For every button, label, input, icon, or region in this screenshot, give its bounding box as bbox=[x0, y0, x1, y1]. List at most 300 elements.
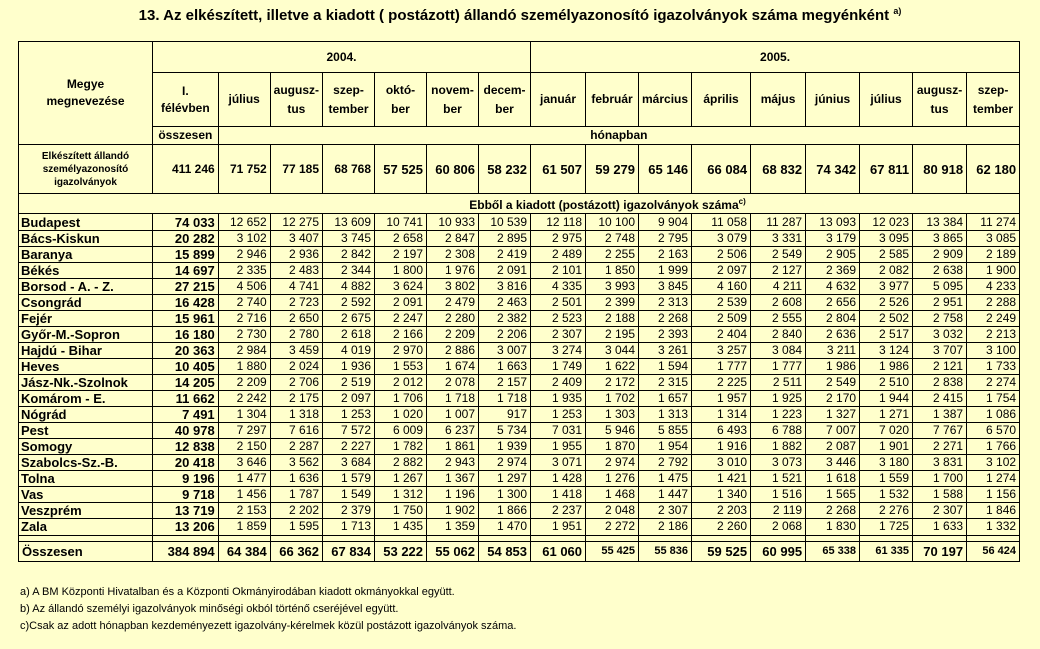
cell-value: 2 382 bbox=[479, 311, 531, 327]
cell-value: 2 189 bbox=[967, 247, 1020, 263]
cell-value: 1 622 bbox=[586, 359, 639, 375]
cell-value: 1 986 bbox=[860, 359, 913, 375]
cell-value: 2 970 bbox=[375, 343, 427, 359]
cell-value: 2 255 bbox=[586, 247, 639, 263]
cell-value: 2 097 bbox=[323, 391, 375, 407]
cell-value: 2 882 bbox=[375, 455, 427, 471]
cell-value: 1 750 bbox=[375, 503, 427, 519]
cell-value: 2 163 bbox=[639, 247, 692, 263]
cell-value: 3 816 bbox=[479, 279, 531, 295]
cell-value: 2 419 bbox=[479, 247, 531, 263]
cell-value: 1 271 bbox=[860, 407, 913, 423]
cell-value: 1 332 bbox=[967, 519, 1020, 536]
cell-value: 1 304 bbox=[218, 407, 270, 423]
cell-value: 1 327 bbox=[806, 407, 860, 423]
produced-value: 57 525 bbox=[375, 145, 427, 194]
cell-value: 1 663 bbox=[479, 359, 531, 375]
cell-value: 2 792 bbox=[639, 455, 692, 471]
cell-value: 13 384 bbox=[913, 214, 967, 231]
county-name: Budapest bbox=[19, 214, 153, 231]
cell-value: 4 233 bbox=[967, 279, 1020, 295]
cell-value: 2 068 bbox=[751, 519, 806, 536]
cell-value: 1 312 bbox=[375, 487, 427, 503]
cell-value: 1 618 bbox=[806, 471, 860, 487]
grand-total-value: 55 425 bbox=[586, 542, 639, 562]
grand-total-value: 384 894 bbox=[153, 542, 219, 562]
cell-value: 1 314 bbox=[692, 407, 751, 423]
cell-value: 3 707 bbox=[913, 343, 967, 359]
cell-value: 7 297 bbox=[218, 423, 270, 439]
cell-value: 3 446 bbox=[806, 455, 860, 471]
cell-value: 2 463 bbox=[479, 295, 531, 311]
month-header: július bbox=[860, 73, 913, 127]
cell-value: 1 588 bbox=[913, 487, 967, 503]
cell-value: 1 777 bbox=[692, 359, 751, 375]
cell-value: 2 483 bbox=[270, 263, 322, 279]
month-header: január bbox=[531, 73, 586, 127]
cell-value: 1 777 bbox=[751, 359, 806, 375]
cell-value: 13 093 bbox=[806, 214, 860, 231]
cell-value: 5 855 bbox=[639, 423, 692, 439]
cell-value: 1 754 bbox=[967, 391, 1020, 407]
cell-value: 2 489 bbox=[531, 247, 586, 263]
cell-value: 1 549 bbox=[323, 487, 375, 503]
cell-value: 2 213 bbox=[967, 327, 1020, 343]
cell-value: 2 838 bbox=[913, 375, 967, 391]
table-row bbox=[19, 455, 1020, 471]
cell-value: 2 638 bbox=[913, 263, 967, 279]
table-row bbox=[19, 263, 1020, 279]
cell-value: 3 459 bbox=[270, 343, 322, 359]
cell-value: 2 268 bbox=[806, 503, 860, 519]
cell-value: 1 475 bbox=[639, 471, 692, 487]
month-header: októ-ber bbox=[375, 73, 427, 127]
cell-value: 2 209 bbox=[427, 327, 479, 343]
cell-value: 3 977 bbox=[860, 279, 913, 295]
cell-value: 2 379 bbox=[323, 503, 375, 519]
table-row bbox=[19, 279, 1020, 295]
statistics-table bbox=[18, 41, 1020, 562]
cell-value: 2 501 bbox=[531, 295, 586, 311]
cell-value: 2 335 bbox=[218, 263, 270, 279]
cell-value: 12 023 bbox=[860, 214, 913, 231]
cell-value: 1 718 bbox=[427, 391, 479, 407]
cell-value: 12 275 bbox=[270, 214, 322, 231]
cell-value: 3 211 bbox=[806, 343, 860, 359]
cell-value: 1 880 bbox=[218, 359, 270, 375]
cell-value: 2 101 bbox=[531, 263, 586, 279]
cell-value: 3 079 bbox=[692, 231, 751, 247]
cell-value: 2 780 bbox=[270, 327, 322, 343]
month-header: augusz-tus bbox=[270, 73, 322, 127]
cell-value: 2 209 bbox=[218, 375, 270, 391]
grand-total-value: 65 338 bbox=[806, 542, 860, 562]
cell-value: 15 961 bbox=[153, 311, 219, 327]
cell-value: 2 271 bbox=[913, 439, 967, 455]
cell-value: 1 900 bbox=[967, 263, 1020, 279]
cell-value: 3 179 bbox=[806, 231, 860, 247]
cell-value: 2 024 bbox=[270, 359, 322, 375]
cell-value: 2 012 bbox=[375, 375, 427, 391]
cell-value: 1 725 bbox=[860, 519, 913, 536]
cell-value: 11 274 bbox=[967, 214, 1020, 231]
cell-value: 2 740 bbox=[218, 295, 270, 311]
county-name: Fejér bbox=[19, 311, 153, 327]
cell-value: 2 842 bbox=[323, 247, 375, 263]
cell-value: 1 477 bbox=[218, 471, 270, 487]
cell-value: 1 935 bbox=[531, 391, 586, 407]
cell-value: 2 091 bbox=[375, 295, 427, 311]
produced-value: 62 180 bbox=[967, 145, 1020, 194]
cell-value: 2 936 bbox=[270, 247, 322, 263]
cell-value: 2 274 bbox=[967, 375, 1020, 391]
cell-value: 917 bbox=[479, 407, 531, 423]
cell-value: 2 307 bbox=[913, 503, 967, 519]
cell-value: 2 087 bbox=[806, 439, 860, 455]
cell-value: 3 044 bbox=[586, 343, 639, 359]
cell-value: 7 767 bbox=[913, 423, 967, 439]
cell-value: 1 532 bbox=[860, 487, 913, 503]
cell-value: 20 282 bbox=[153, 231, 219, 247]
cell-value: 1 749 bbox=[531, 359, 586, 375]
cell-value: 2 895 bbox=[479, 231, 531, 247]
cell-value: 2 280 bbox=[427, 311, 479, 327]
cell-value: 1 674 bbox=[427, 359, 479, 375]
cell-value: 2 723 bbox=[270, 295, 322, 311]
cell-value: 1 594 bbox=[639, 359, 692, 375]
cell-value: 14 697 bbox=[153, 263, 219, 279]
cell-value: 3 745 bbox=[323, 231, 375, 247]
cell-value: 2 404 bbox=[692, 327, 751, 343]
produced-value: 59 279 bbox=[586, 145, 639, 194]
cell-value: 2 506 bbox=[692, 247, 751, 263]
cell-value: 3 010 bbox=[692, 455, 751, 471]
cell-value: 2 523 bbox=[531, 311, 586, 327]
cell-value: 3 993 bbox=[586, 279, 639, 295]
table-row bbox=[19, 327, 1020, 343]
cell-value: 2 409 bbox=[531, 375, 586, 391]
cell-value: 7 020 bbox=[860, 423, 913, 439]
county-name: Pest bbox=[19, 423, 153, 439]
cell-value: 9 196 bbox=[153, 471, 219, 487]
table-row bbox=[19, 487, 1020, 503]
cell-value: 2 549 bbox=[751, 247, 806, 263]
cell-value: 4 882 bbox=[323, 279, 375, 295]
total-header: összesen bbox=[153, 127, 219, 145]
cell-value: 10 933 bbox=[427, 214, 479, 231]
cell-value: 3 845 bbox=[639, 279, 692, 295]
month-header: szep-tember bbox=[967, 73, 1020, 127]
grand-total-value: 59 525 bbox=[692, 542, 751, 562]
cell-value: 11 058 bbox=[692, 214, 751, 231]
cell-value: 1 700 bbox=[913, 471, 967, 487]
cell-value: 1 456 bbox=[218, 487, 270, 503]
cell-value: 2 188 bbox=[586, 311, 639, 327]
cell-value: 3 102 bbox=[967, 455, 1020, 471]
cell-value: 10 539 bbox=[479, 214, 531, 231]
cell-value: 1 086 bbox=[967, 407, 1020, 423]
cell-value: 1 387 bbox=[913, 407, 967, 423]
cell-value: 2 716 bbox=[218, 311, 270, 327]
month-header: május bbox=[751, 73, 806, 127]
cell-value: 3 100 bbox=[967, 343, 1020, 359]
cell-value: 7 031 bbox=[531, 423, 586, 439]
cell-value: 2 549 bbox=[806, 375, 860, 391]
cell-value: 16 180 bbox=[153, 327, 219, 343]
county-name: Hajdú - Bihar bbox=[19, 343, 153, 359]
cell-value: 12 652 bbox=[218, 214, 270, 231]
cell-value: 3 274 bbox=[531, 343, 586, 359]
cell-value: 1 470 bbox=[479, 519, 531, 536]
produced-value: 65 146 bbox=[639, 145, 692, 194]
cell-value: 2 225 bbox=[692, 375, 751, 391]
cell-value: 2 974 bbox=[586, 455, 639, 471]
cell-value: 4 335 bbox=[531, 279, 586, 295]
cell-value: 11 662 bbox=[153, 391, 219, 407]
grand-total-label: Összesen bbox=[19, 542, 153, 562]
cell-value: 1 766 bbox=[967, 439, 1020, 455]
cell-value: 1 713 bbox=[323, 519, 375, 536]
table-row bbox=[19, 311, 1020, 327]
cell-value: 12 838 bbox=[153, 439, 219, 455]
grand-total-value: 61 060 bbox=[531, 542, 586, 562]
cell-value: 2 951 bbox=[913, 295, 967, 311]
county-name: Győr-M.-Sopron bbox=[19, 327, 153, 343]
cell-value: 1 196 bbox=[427, 487, 479, 503]
cell-value: 2 288 bbox=[967, 295, 1020, 311]
cell-value: 3 562 bbox=[270, 455, 322, 471]
table-row bbox=[19, 471, 1020, 487]
cell-value: 5 095 bbox=[913, 279, 967, 295]
cell-value: 6 788 bbox=[751, 423, 806, 439]
cell-value: 4 741 bbox=[270, 279, 322, 295]
cell-value: 2 315 bbox=[639, 375, 692, 391]
cell-value: 2 307 bbox=[531, 327, 586, 343]
cell-value: 2 511 bbox=[751, 375, 806, 391]
cell-value: 1 447 bbox=[639, 487, 692, 503]
cell-value: 5 946 bbox=[586, 423, 639, 439]
cell-value: 10 405 bbox=[153, 359, 219, 375]
cell-value: 1 367 bbox=[427, 471, 479, 487]
cell-value: 14 205 bbox=[153, 375, 219, 391]
cell-value: 3 032 bbox=[913, 327, 967, 343]
cell-value: 13 719 bbox=[153, 503, 219, 519]
cell-value: 3 624 bbox=[375, 279, 427, 295]
footnotes bbox=[20, 584, 516, 635]
cell-value: 1 313 bbox=[639, 407, 692, 423]
cell-value: 1 861 bbox=[427, 439, 479, 455]
cell-value: 2 519 bbox=[323, 375, 375, 391]
cell-value: 2 539 bbox=[692, 295, 751, 311]
county-name: Szabolcs-Sz.-B. bbox=[19, 455, 153, 471]
grand-total-value: 56 424 bbox=[967, 542, 1020, 562]
cell-value: 1 936 bbox=[323, 359, 375, 375]
cell-value: 1 521 bbox=[751, 471, 806, 487]
county-name: Somogy bbox=[19, 439, 153, 455]
cell-value: 20 363 bbox=[153, 343, 219, 359]
county-name: Jász-Nk.-Szolnok bbox=[19, 375, 153, 391]
month-header: április bbox=[692, 73, 751, 127]
cell-value: 1 733 bbox=[967, 359, 1020, 375]
table-row bbox=[19, 407, 1020, 423]
grand-total-value: 67 834 bbox=[323, 542, 375, 562]
cell-value: 1 955 bbox=[531, 439, 586, 455]
produced-value: 411 246 bbox=[153, 145, 219, 194]
cell-value: 2 172 bbox=[586, 375, 639, 391]
cell-value: 1 782 bbox=[375, 439, 427, 455]
cell-value: 2 984 bbox=[218, 343, 270, 359]
cell-value: 2 748 bbox=[586, 231, 639, 247]
month-header: július bbox=[218, 73, 270, 127]
cell-value: 12 118 bbox=[531, 214, 586, 231]
cell-value: 1 657 bbox=[639, 391, 692, 407]
cell-value: 2 479 bbox=[427, 295, 479, 311]
cell-value: 2 307 bbox=[639, 503, 692, 519]
cell-value: 2 758 bbox=[913, 311, 967, 327]
grand-total-value: 54 853 bbox=[479, 542, 531, 562]
cell-value: 2 650 bbox=[270, 311, 322, 327]
cell-value: 2 636 bbox=[806, 327, 860, 343]
county-name: Veszprém bbox=[19, 503, 153, 519]
cell-value: 27 215 bbox=[153, 279, 219, 295]
county-name: Komárom - E. bbox=[19, 391, 153, 407]
cell-value: 3 684 bbox=[323, 455, 375, 471]
cell-value: 2 585 bbox=[860, 247, 913, 263]
footnote-a: a) A BM Központi Hivatalban és a Központi Okmányirodában kiadott okmányokkal együtt. bbox=[20, 586, 455, 598]
cell-value: 2 658 bbox=[375, 231, 427, 247]
cell-value: 2 656 bbox=[806, 295, 860, 311]
cell-value: 6 570 bbox=[967, 423, 1020, 439]
cell-value: 10 100 bbox=[586, 214, 639, 231]
cell-value: 1 846 bbox=[967, 503, 1020, 519]
cell-value: 1 565 bbox=[806, 487, 860, 503]
cell-value: 3 102 bbox=[218, 231, 270, 247]
cell-value: 2 730 bbox=[218, 327, 270, 343]
produced-label: Elkészített állandó személyazonosító igazolványok bbox=[19, 145, 153, 194]
cell-value: 2 203 bbox=[692, 503, 751, 519]
cell-value: 1 951 bbox=[531, 519, 586, 536]
cell-value: 2 840 bbox=[751, 327, 806, 343]
cell-value: 2 344 bbox=[323, 263, 375, 279]
cell-value: 2 166 bbox=[375, 327, 427, 343]
produced-value: 66 084 bbox=[692, 145, 751, 194]
cell-value: 2 909 bbox=[913, 247, 967, 263]
cell-value: 1 916 bbox=[692, 439, 751, 455]
cell-value: 13 206 bbox=[153, 519, 219, 536]
first-half-header: I. félévben bbox=[153, 73, 219, 127]
table-row bbox=[19, 359, 1020, 375]
cell-value: 5 734 bbox=[479, 423, 531, 439]
cell-value: 2 943 bbox=[427, 455, 479, 471]
cell-value: 9 718 bbox=[153, 487, 219, 503]
table-row bbox=[19, 439, 1020, 455]
cell-value: 1 418 bbox=[531, 487, 586, 503]
cell-value: 74 033 bbox=[153, 214, 219, 231]
cell-value: 7 572 bbox=[323, 423, 375, 439]
county-header: Megye megnevezése bbox=[19, 42, 153, 145]
cell-value: 2 119 bbox=[751, 503, 806, 519]
county-name: Heves bbox=[19, 359, 153, 375]
produced-value: 68 768 bbox=[323, 145, 375, 194]
footnote-b: b) Az állandó személyi igazolványok minőségi okból történő cseréjével együtt. bbox=[20, 603, 399, 615]
cell-value: 1 274 bbox=[967, 471, 1020, 487]
cell-value: 1 595 bbox=[270, 519, 322, 536]
cell-value: 1 939 bbox=[479, 439, 531, 455]
year-2004-header: 2004. bbox=[153, 42, 531, 73]
cell-value: 1 297 bbox=[479, 471, 531, 487]
cell-value: 2 127 bbox=[751, 263, 806, 279]
month-header: novem-ber bbox=[427, 73, 479, 127]
cell-value: 2 078 bbox=[427, 375, 479, 391]
table-row bbox=[19, 247, 1020, 263]
month-header: március bbox=[639, 73, 692, 127]
cell-value: 2 048 bbox=[586, 503, 639, 519]
cell-value: 3 407 bbox=[270, 231, 322, 247]
cell-value: 2 175 bbox=[270, 391, 322, 407]
cell-value: 2 276 bbox=[860, 503, 913, 519]
cell-value: 2 242 bbox=[218, 391, 270, 407]
cell-value: 20 418 bbox=[153, 455, 219, 471]
county-name: Bács-Kiskun bbox=[19, 231, 153, 247]
cell-value: 1 435 bbox=[375, 519, 427, 536]
cell-value: 3 257 bbox=[692, 343, 751, 359]
table-title: 13. Az elkészített, illetve a kiadott ( postázott) állandó személyazonosító igazolványok száma megyénként $^{a)}$ bbox=[138, 6, 902, 24]
cell-value: 3 095 bbox=[860, 231, 913, 247]
cell-value: 2 795 bbox=[639, 231, 692, 247]
cell-value: 1 944 bbox=[860, 391, 913, 407]
table-row bbox=[19, 343, 1020, 359]
cell-value: 3 180 bbox=[860, 455, 913, 471]
cell-value: 2 195 bbox=[586, 327, 639, 343]
produced-value: 67 811 bbox=[860, 145, 913, 194]
cell-value: 4 506 bbox=[218, 279, 270, 295]
cell-value: 2 555 bbox=[751, 311, 806, 327]
table-row bbox=[19, 423, 1020, 439]
cell-value: 2 369 bbox=[806, 263, 860, 279]
table-row bbox=[19, 519, 1020, 536]
cell-value: 1 882 bbox=[751, 439, 806, 455]
cell-value: 2 097 bbox=[692, 263, 751, 279]
cell-value: 2 618 bbox=[323, 327, 375, 343]
cell-value: 7 491 bbox=[153, 407, 219, 423]
cell-value: 1 718 bbox=[479, 391, 531, 407]
cell-value: 4 019 bbox=[323, 343, 375, 359]
footnote-c: c)Csak az adott hónapban kezdeményezett igazolvány-kérelmek közül postázott igazolványok száma. bbox=[20, 620, 517, 632]
cell-value: 1 223 bbox=[751, 407, 806, 423]
cell-value: 3 085 bbox=[967, 231, 1020, 247]
cell-value: 2 170 bbox=[806, 391, 860, 407]
cell-value: 2 268 bbox=[639, 311, 692, 327]
cell-value: 3 802 bbox=[427, 279, 479, 295]
cell-value: 1 156 bbox=[967, 487, 1020, 503]
cell-value: 1 902 bbox=[427, 503, 479, 519]
cell-value: 1 553 bbox=[375, 359, 427, 375]
cell-value: 2 260 bbox=[692, 519, 751, 536]
cell-value: 2 237 bbox=[531, 503, 586, 519]
table-row bbox=[19, 503, 1020, 519]
cell-value: 1 318 bbox=[270, 407, 322, 423]
cell-value: 2 415 bbox=[913, 391, 967, 407]
cell-value: 1 516 bbox=[751, 487, 806, 503]
cell-value: 1 976 bbox=[427, 263, 479, 279]
cell-value: 1 300 bbox=[479, 487, 531, 503]
cell-value: 11 287 bbox=[751, 214, 806, 231]
cell-value: 13 609 bbox=[323, 214, 375, 231]
cell-value: 2 399 bbox=[586, 295, 639, 311]
grand-total-value: 53 222 bbox=[375, 542, 427, 562]
county-name: Zala bbox=[19, 519, 153, 536]
produced-value: 74 342 bbox=[806, 145, 860, 194]
